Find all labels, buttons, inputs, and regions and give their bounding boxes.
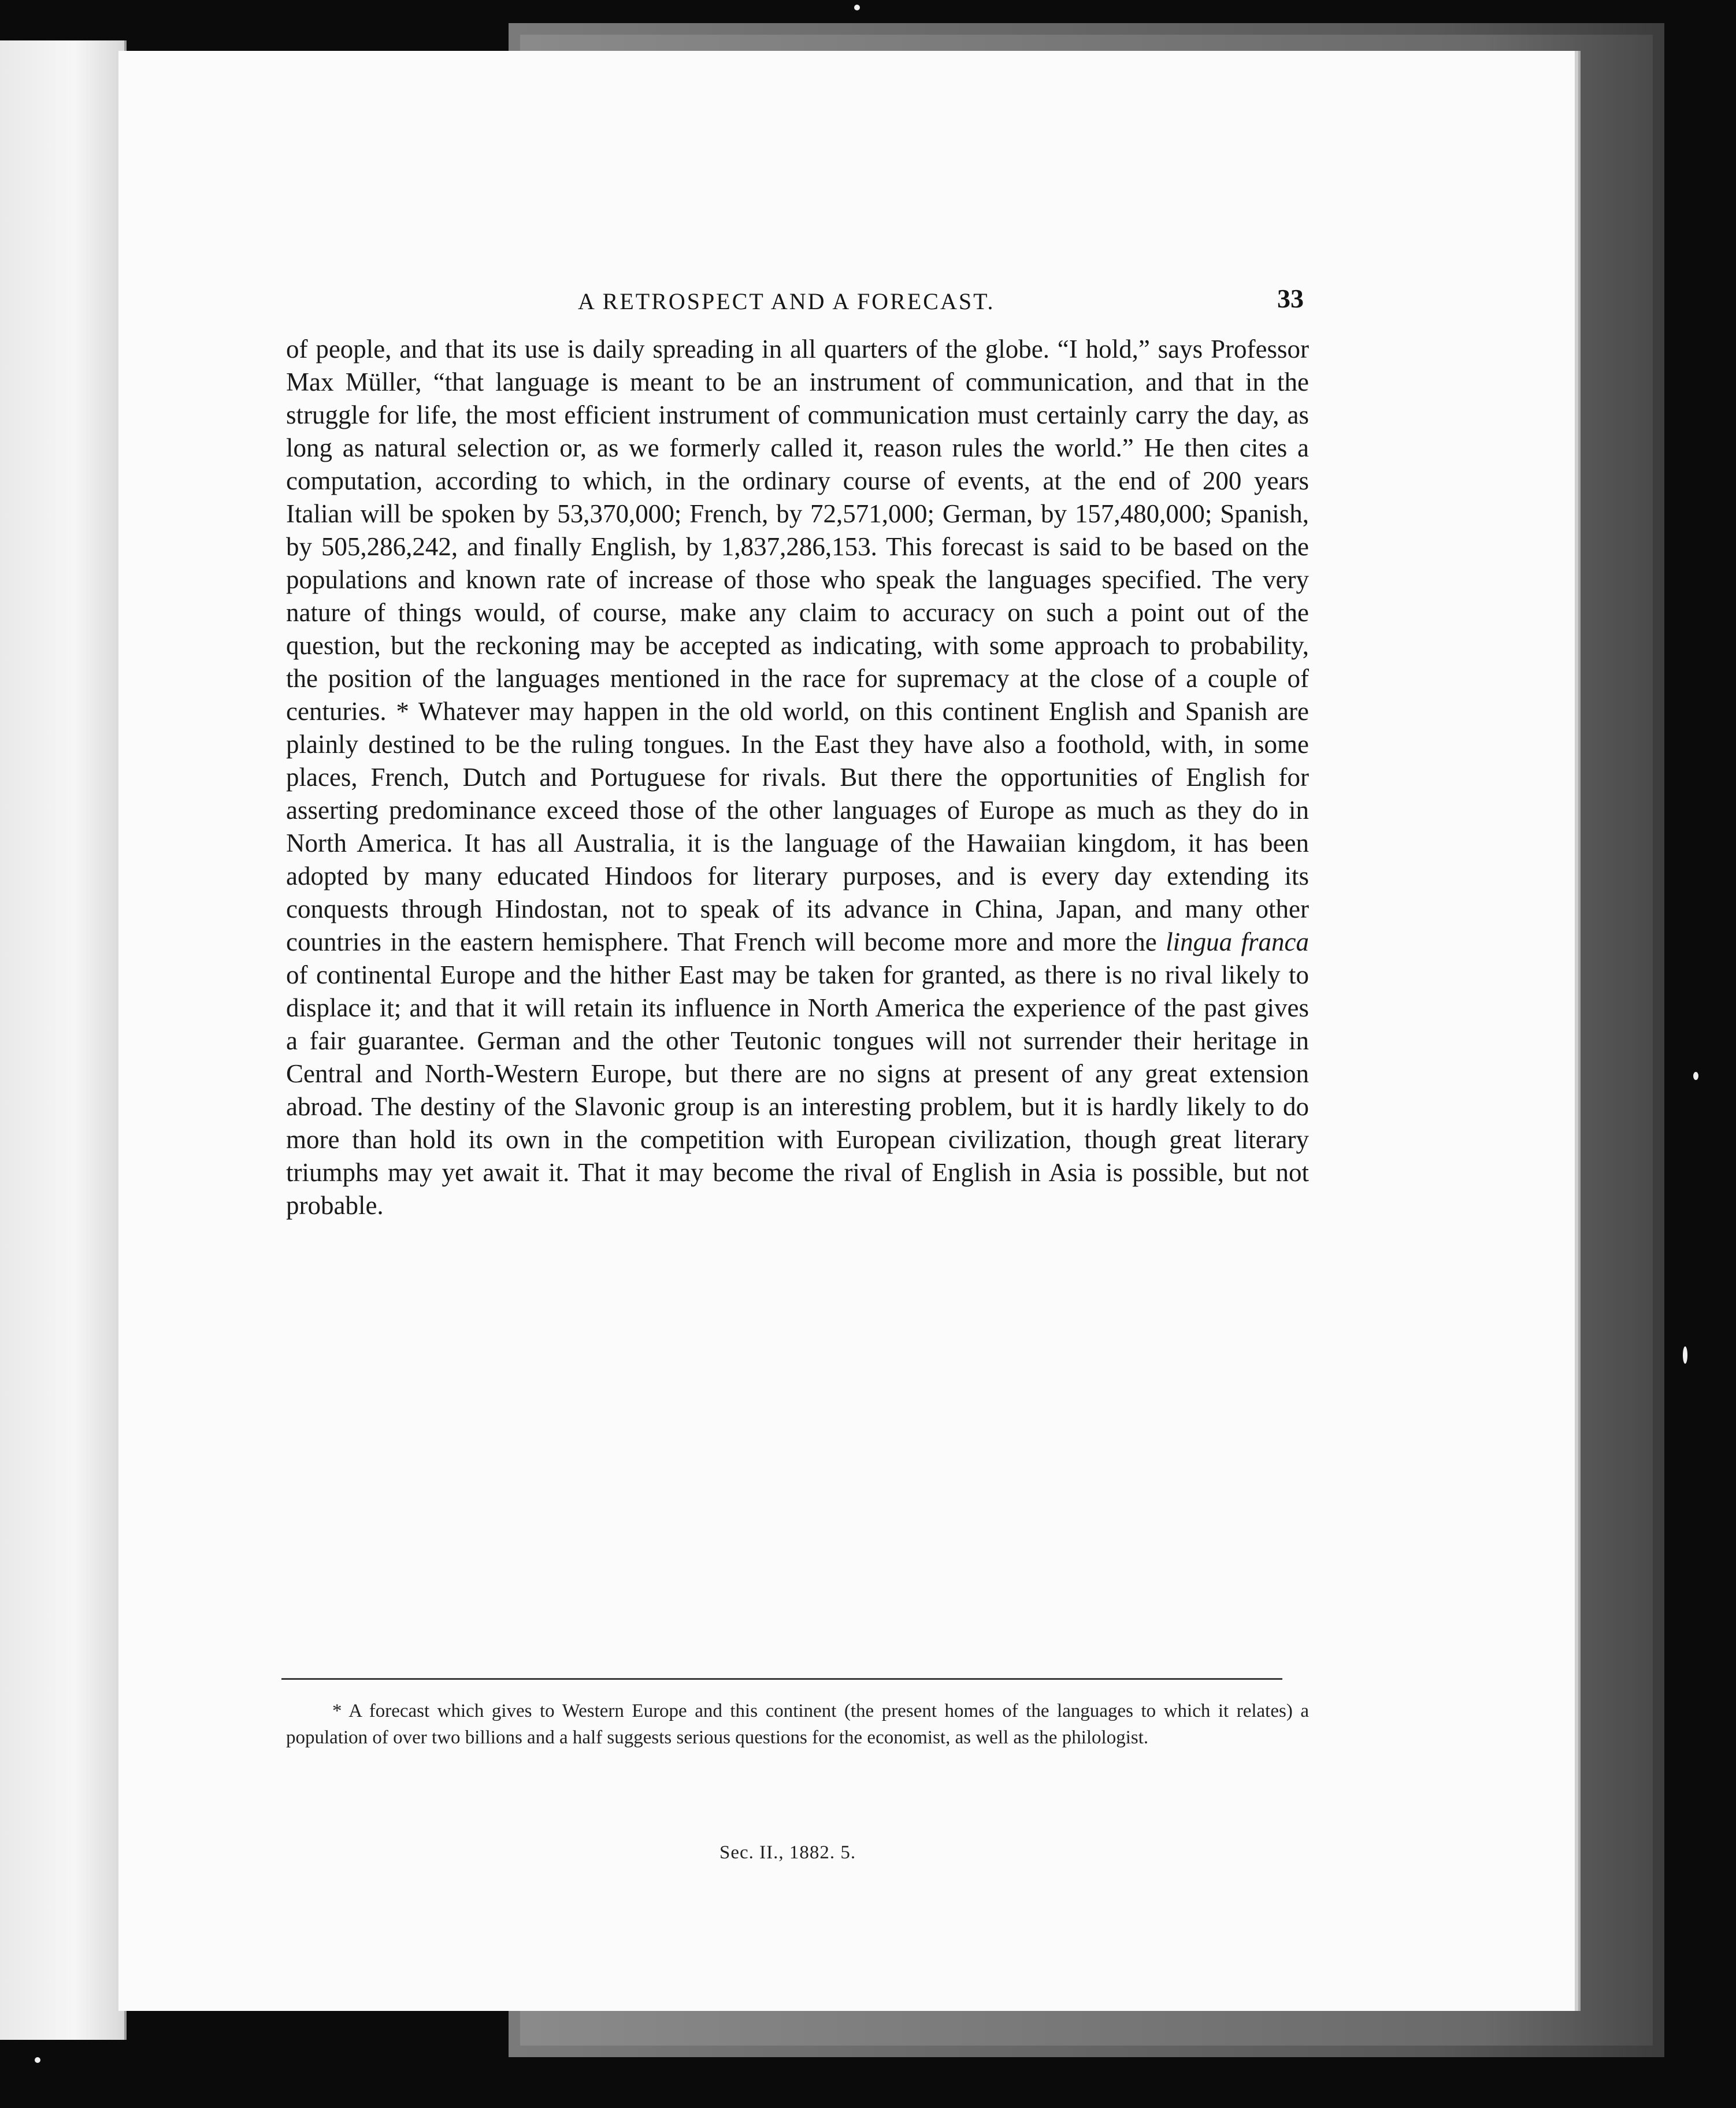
running-title: A RETROSPECT AND A FORECAST. [578,288,995,314]
footnote-rule [281,1678,1282,1680]
italic-term: lingua franca [1166,927,1309,956]
running-head [118,283,1575,318]
page-number: 33 [1277,284,1304,313]
signature-mark: Sec. II., 1882. 5. [719,1842,856,1863]
document-page [118,51,1575,2011]
scan-speck [1683,1346,1687,1364]
body-text [286,333,1309,1222]
footnote: * A forecast which gives to Western Europe and this continent (the present homes of the languages to which it relates) a population of over two billions and a half suggests serious questions for the economist, as well as the philologist. [286,1701,1309,1748]
body-paragraph-part-1: of people, and that its use is daily spreading in all quarters of the globe. “I hold,” says Professor Max Müller, “that language is meant to be an instrument of communication, and that in the struggle for life, the most efficient instrument of communication must certainly carry the day, as long as natural selection or, as we formerly called it, reason rules the world.” He then cites a computation, according to which, in the ordinary course of events, at the end of 200 years Italian will be spoken by 53,370,000; French, by 72,571,000; German, by 157,480,000; Spanish, by 505,286,242, and finally English, by 1,837,286,153. This forecast is said to be based on the populations and known rate of increase of those who speak the languages specified. The very nature of things would, of course, make any claim to accuracy on such a point out of the question, but the reckoning may be accepted as indicating, with some approach to probability, the position of the languages mentioned in the race for supremacy at the close of a couple of centuries. * Whatever may happen in the old world, on this continent English and Spanish are plainly destined to be the ruling tongues. In the East they have also a foothold, with, in some places, French, Dutch and Portuguese for rivals. But there the opportunities of English for asserting predominance exceed those of the other languages of Europe as much as they do in North America. It has all Australia, it is the language of the Hawaiian kingdom, it has been adopted by many educated Hindoos for literary purposes, and is every day extending its conquests through Hindostan, not to speak of its advance in China, Japan, and many other countries in the eastern hemisphere. That French will become more and more the [286,335,1309,956]
scan-speck [1693,1072,1698,1080]
body-paragraph [286,333,1309,1222]
body-paragraph-part-2: of continental Europe and the hither East may be taken for granted, as there is no rival likely to displace it; and that it will retain its influence in North America the experience of the past gives a fair guarantee. German and the other Teutonic tongues will not surrender their heritage in Central and North-Western Europe, but there are no signs at present of any great extension abroad. The destiny of the Slavonic group is an interesting problem, but it is hardly likely to do more than hold its own in the competition with European civilization, though great literary triumphs may yet await it. That it may become the rival of English in Asia is possible, but not probable. [286,960,1309,1220]
facing-page-edge [0,40,127,2040]
scan-speck [854,5,860,10]
scan-speck [35,2057,40,2063]
